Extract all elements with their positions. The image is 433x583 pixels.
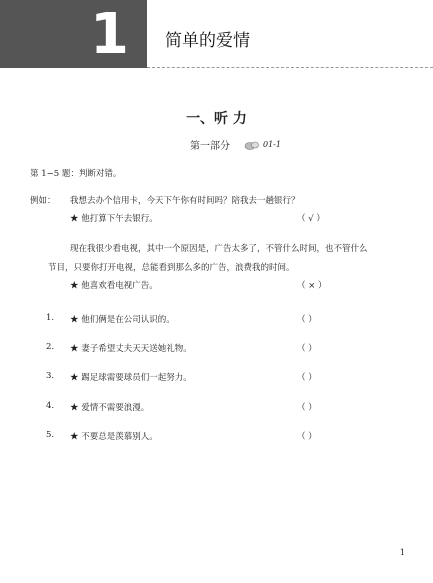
section-title: 一、听 力 bbox=[186, 111, 247, 127]
item-statement: ★ 不要总是羡慕别人。 bbox=[70, 432, 158, 442]
page-number: 1 bbox=[399, 548, 405, 557]
example-passage: 节目，只要你打开电视，总能看到那么多的广告，浪费我的时间。 bbox=[48, 263, 295, 273]
answer-blank[interactable]: （ ） bbox=[297, 315, 317, 325]
chapter-number: 1 bbox=[0, 0, 147, 68]
chapter-title: 简单的爱情 bbox=[165, 31, 250, 51]
answer-blank[interactable]: （ ） bbox=[297, 373, 317, 383]
item-number: 4. bbox=[46, 401, 55, 411]
example-passage: 现在我很少看电视，其中一个原因是，广告太多了，不管什么时间，也不管什么 bbox=[70, 244, 368, 254]
example-answer: （ × ） bbox=[297, 281, 327, 291]
item-number: 3. bbox=[46, 371, 55, 381]
item-statement: ★ 妻子希望丈夫天天送她礼物。 bbox=[70, 344, 192, 354]
headphones-icon bbox=[244, 140, 260, 150]
instructions: 第 1−5 题：判断对错。 bbox=[30, 169, 122, 179]
track-number: 01-1 bbox=[263, 140, 281, 149]
answer-blank[interactable]: （ ） bbox=[297, 432, 317, 442]
item-statement: ★ 他们俩是在公司认识的。 bbox=[70, 315, 175, 325]
part-label: 第一部分 bbox=[190, 141, 230, 152]
item-number: 1. bbox=[46, 313, 55, 323]
example-statement: ★ 他打算下午去银行。 bbox=[70, 214, 158, 224]
chapter-header bbox=[0, 0, 433, 68]
item-number: 5. bbox=[46, 430, 55, 440]
example-label: 例如： bbox=[30, 196, 56, 206]
chapter-title-area bbox=[147, 0, 433, 68]
answer-blank[interactable]: （ ） bbox=[297, 344, 317, 354]
example-passage: 我想去办个信用卡，今天下午你有时间吗？陪我去一趟银行？ bbox=[70, 196, 300, 206]
item-statement: ★ 踢足球需要球员们一起努力。 bbox=[70, 373, 192, 383]
example-statement: ★ 他喜欢看电视广告。 bbox=[70, 281, 158, 291]
part-heading bbox=[190, 137, 281, 152]
answer-blank[interactable]: （ ） bbox=[297, 403, 317, 413]
item-statement: ★ 爱情不需要浪漫。 bbox=[70, 403, 150, 413]
item-number: 2. bbox=[46, 342, 55, 352]
example-answer: （ √ ） bbox=[297, 214, 325, 224]
